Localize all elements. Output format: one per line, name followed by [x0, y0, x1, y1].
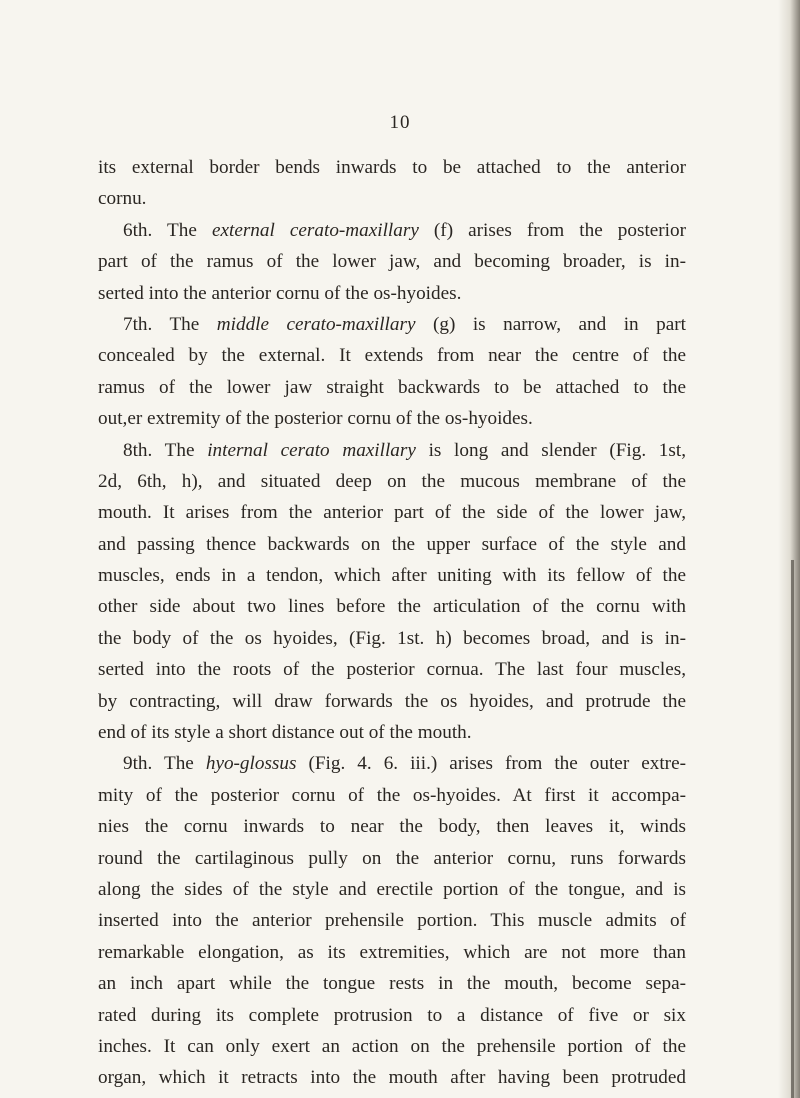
- muscle-name: external cerato-maxillary: [211, 219, 419, 241]
- muscle-name: internal cerato maxillary: [207, 439, 416, 461]
- text-line: by contracting, will draw forwards the os hyoides, and protrude the: [98, 690, 686, 712]
- text-line: serted into the roots of the posterior cornua. The last four muscles,: [98, 659, 686, 681]
- text-line: 6th. The external cerato-maxillary (f) arises from the posterior: [123, 219, 686, 241]
- text-line: cornu.: [98, 188, 147, 210]
- text-line: end of its style a short distance out of the mouth.: [98, 722, 472, 744]
- text-line: 9th. The hyo-glossus (Fig. 4. 6. iii.) arises from the outer extre-: [123, 753, 686, 775]
- text-line: mity of the posterior cornu of the os-hyoides. At first it accompa-: [98, 784, 686, 806]
- muscle-name: hyo-glossus: [205, 753, 297, 775]
- text-line: round the cartilaginous pully on the anterior cornu, runs forwards: [98, 847, 686, 869]
- text-line: concealed by the external. It extends from near the centre of the: [98, 345, 686, 367]
- text-line: and passing thence backwards on the upper surface of the style and: [98, 533, 686, 555]
- text-line: the body of the os hyoides, (Fig. 1st. h) becomes broad, and is in-: [98, 627, 686, 649]
- text-line: ramus of the lower jaw straight backwards to be attached to the: [98, 376, 686, 398]
- muscle-name: middle cerato-maxillary: [216, 313, 416, 335]
- text-line: nies the cornu inwards to near the body, then leaves it, winds: [98, 816, 686, 838]
- text-line: 8th. The internal cerato maxillary is long and slender (Fig. 1st,: [123, 439, 686, 461]
- text-line: 7th. The middle cerato-maxillary (g) is narrow, and in part: [123, 313, 686, 335]
- text-line: out,er extremity of the posterior cornu of the os-hyoides.: [98, 408, 533, 430]
- text-line: inserted into the anterior prehensile portion. This muscle admits of: [98, 910, 686, 932]
- body-text: [98, 152, 686, 1094]
- text-line: its external border bends inwards to be attached to the anterior: [98, 157, 686, 178]
- text-line: remarkable elongation, as its extremities, which are not more than: [98, 941, 686, 963]
- page-edge-shadow: [778, 0, 800, 1098]
- text-line: organ, which it retracts into the mouth after having been protruded: [98, 1067, 686, 1089]
- text-line: along the sides of the style and erectile portion of the tongue, and is: [98, 878, 686, 900]
- text-line: other side about two lines before the articulation of the cornu with: [98, 596, 686, 618]
- text-line: muscles, ends in a tendon, which after uniting with its fellow of the: [98, 565, 686, 587]
- text-line: rated during its complete protrusion to a distance of five or six: [98, 1004, 686, 1026]
- text-line: mouth. It arises from the anterior part of the side of the lower jaw,: [98, 502, 686, 524]
- text-line: serted into the anterior cornu of the os-hyoides.: [98, 282, 462, 304]
- page-number: 10: [389, 112, 411, 133]
- text-line: part of the ramus of the lower jaw, and becoming broader, is in-: [98, 251, 686, 273]
- text-line: an inch apart while the tongue rests in the mouth, become sepa-: [98, 973, 686, 995]
- text-line: 2d, 6th, h), and situated deep on the mucous membrane of the: [98, 470, 686, 492]
- text-line: inches. It can only exert an action on the prehensile portion of the: [98, 1035, 686, 1057]
- page-edge-line: [791, 560, 794, 1098]
